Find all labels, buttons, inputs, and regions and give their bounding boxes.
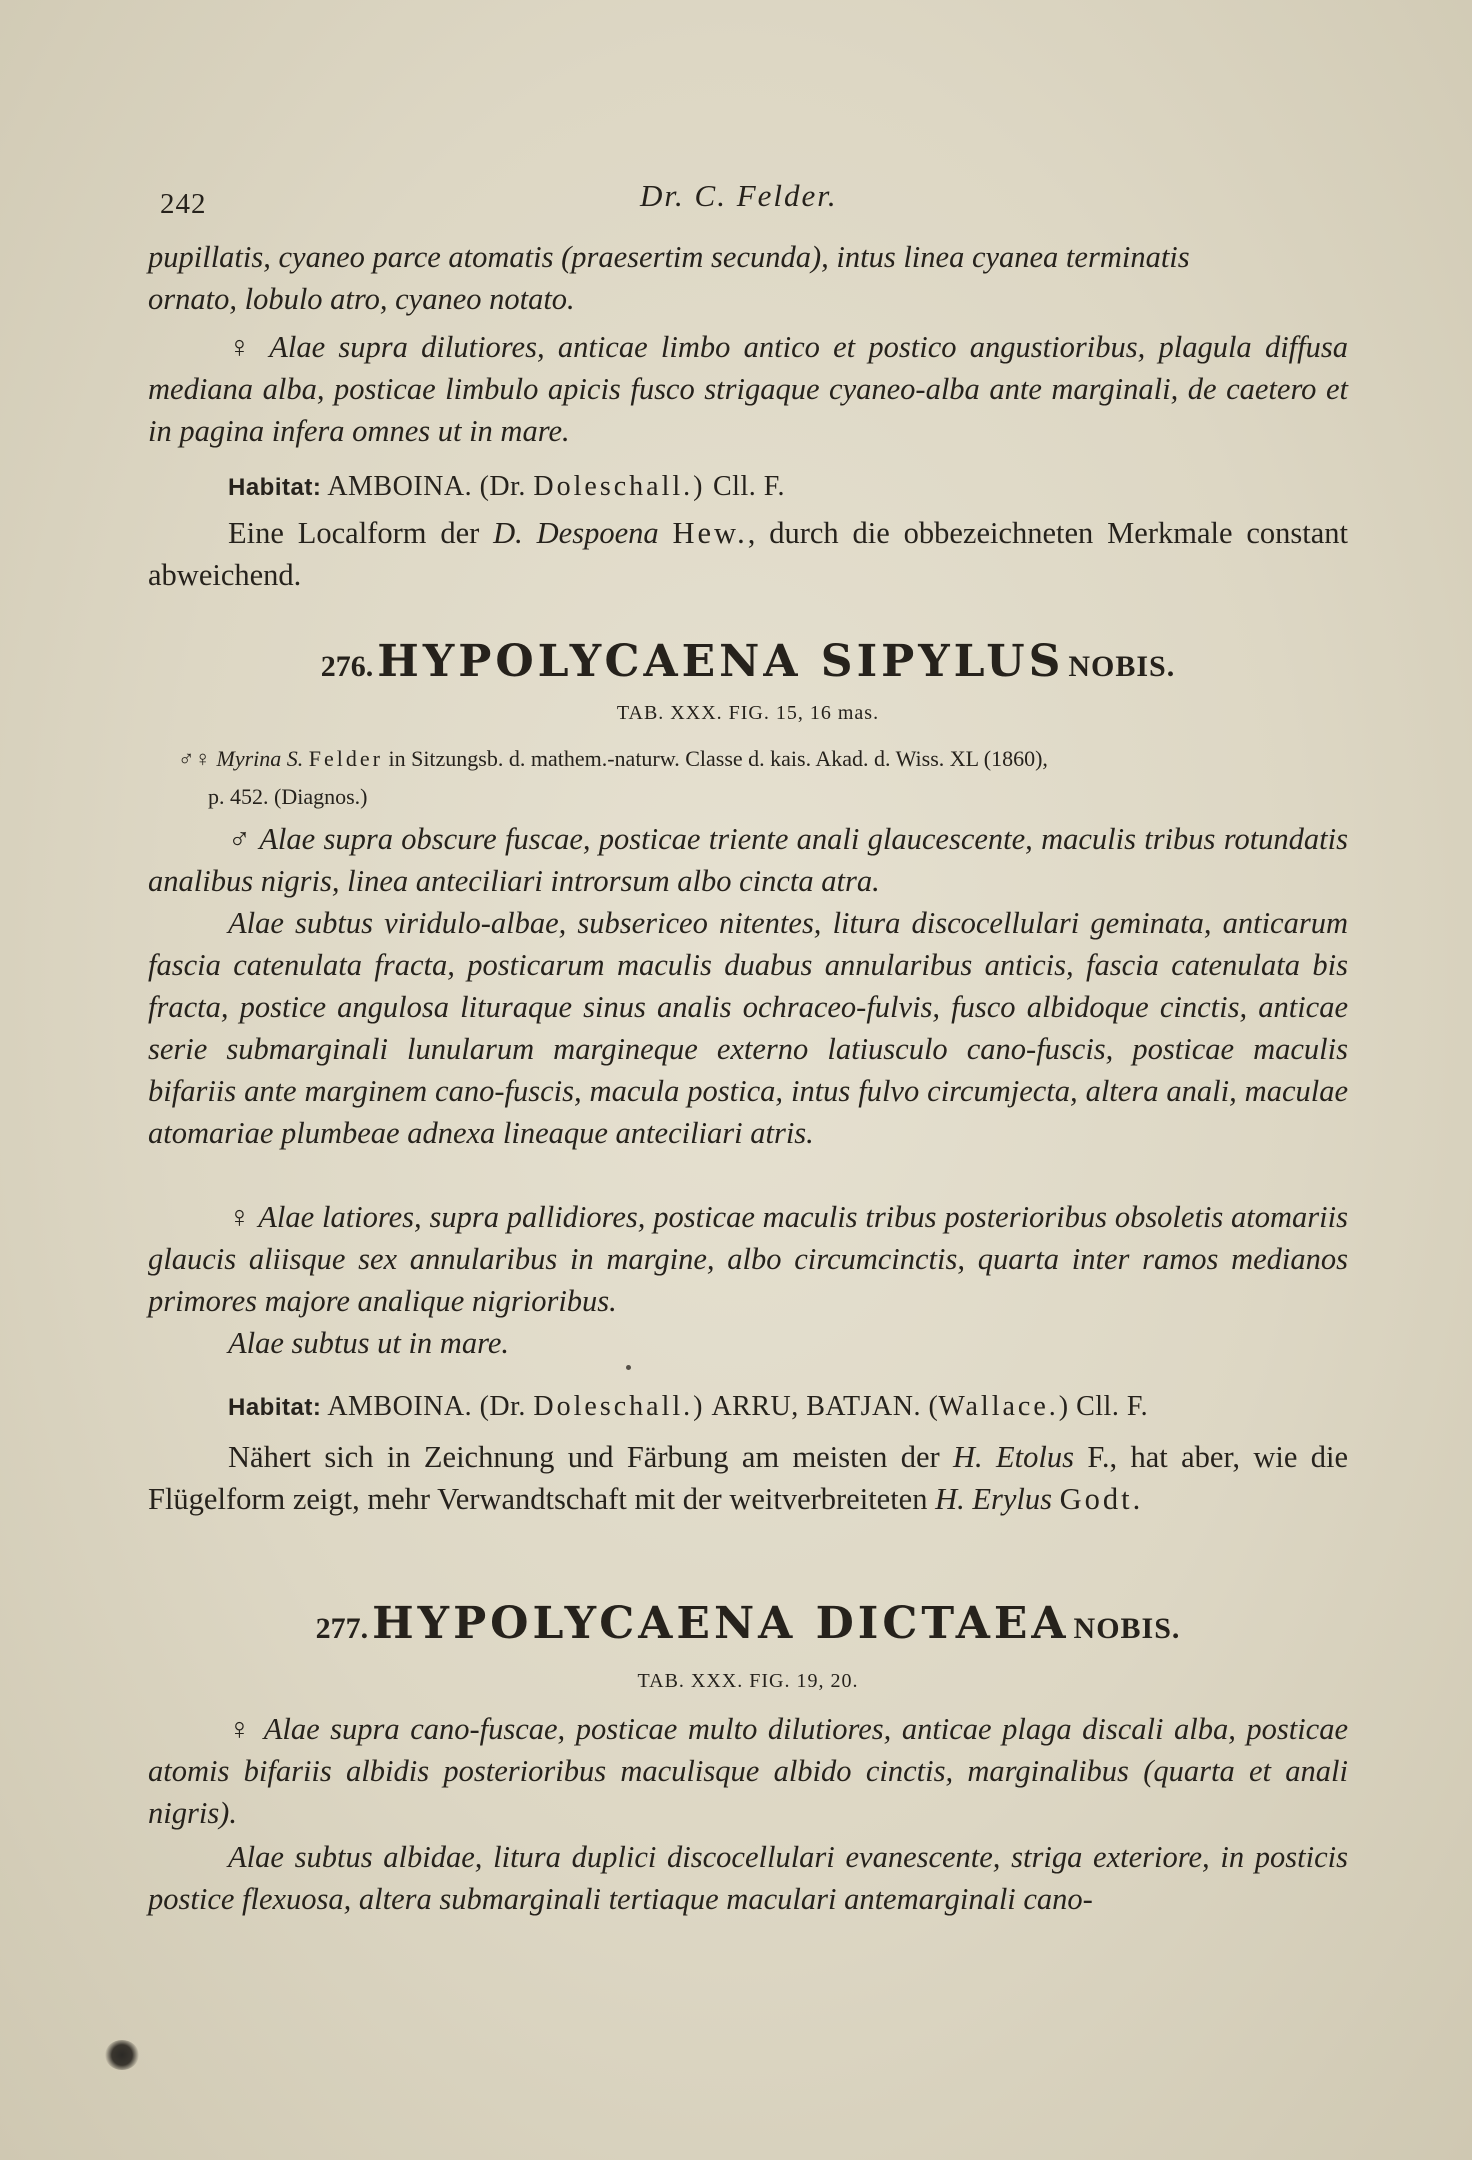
species-277-underside-description: Alae subtus albidae, litura duplici discocellulari evanescente, striga exteriore, in posticis postice flexuosa, altera submarginali tertiaque maculari antemarginali cano- <box>148 1840 1348 1916</box>
note-mid: F., hat aber, wie die Flügelform zeigt, mehr Verwandtschaft mit der weitverbreiteten <box>148 1440 1349 1516</box>
species-276-female-description: ♀ Alae latiores, supra pallidiores, posticae maculis tribus posterioribus obsoletis atomariis glaucis aliisque sex annularibus in margine, albo circumcinctis, quarta inter ramos medianos primores majore analique nigrioribus. <box>148 1200 1348 1318</box>
species-277-author: NOBIS. <box>1073 1612 1181 1645</box>
species-277-name: HYPOLYCAENA DICTAEA <box>372 1598 1070 1649</box>
page-number: 242 <box>160 188 207 220</box>
species-276-habitat <box>148 1386 1348 1429</box>
species-276-male-description: ♂ Alae supra obscure fuscae, posticae triente anali glaucescente, maculis tribus rotundatis analibus nigris, linea anteciliari introrsum albo cincta atra. <box>148 822 1348 898</box>
synonymy-line-1 <box>178 740 1348 778</box>
habitat-label: Habitat: <box>228 1394 322 1421</box>
species-277-female-description: ♀ Alae supra cano-fuscae, posticae multo dilutiores, anticae plaga discali alba, posticae atomis bifariis albidis posterioribus maculisque albido cinctis, marginalibus (quarta et anali nigris). <box>148 1712 1348 1830</box>
note-prev <box>148 512 1348 596</box>
habitat-end: ) Cll. F. <box>1058 1391 1149 1422</box>
species-276-synonymy <box>178 740 1348 816</box>
note-pre: Nähert sich in Zeichnung und Färbung am meisten der <box>228 1440 940 1474</box>
species-276-female-underside: Alae subtus ut in mare. <box>228 1326 509 1360</box>
note-author-2: Godt. <box>1059 1482 1144 1516</box>
species-276-note <box>148 1436 1348 1520</box>
synonymy-symbol: ♂♀ <box>178 746 211 771</box>
female-description-prev: ♀ Alae supra dilutiores, anticae limbo antico et postico angustioribus, plagula diffusa mediana alba, posticae limbulo apicis fusco strigaque cyaneo-alba ante marginali, de caetero et in pagina infera omnes ut in mare. <box>148 330 1348 448</box>
note-species-2: H. Erylus <box>935 1482 1053 1516</box>
page-header <box>150 178 1350 228</box>
continuation-line-1: pupillatis, cyaneo parce atomatis (praesertim secunda), intus linea cyanea terminatis <box>148 240 1190 274</box>
note-species-1: H. Etolus <box>953 1440 1074 1474</box>
ink-stain <box>105 2040 139 2070</box>
running-head: Dr. C. Felder. <box>640 178 838 213</box>
synonymy-line-2: p. 452. (Diagnos.) <box>208 784 368 809</box>
synonymy-reference: in Sitzungsb. d. mathem.-naturw. Classe d. kais. Akad. d. Wiss. XL (1860), <box>388 746 1048 771</box>
species-276-name: HYPOLYCAENA SIPYLUS <box>377 636 1065 687</box>
note-prev-author: Hew. <box>672 516 748 550</box>
continuation-line-2: ornato, lobulo atro, cyaneo notato. <box>148 282 575 316</box>
habitat-label: Habitat: <box>228 474 322 501</box>
species-276-number: 276. <box>320 650 374 683</box>
ink-dot <box>626 1365 631 1370</box>
species-276-plate-reference: TAB. XXX. FIG. 15, 16 mas. <box>616 702 880 724</box>
note-prev-post: , durch die obbezeichneten Merkmale constant abweichend. <box>148 516 1348 592</box>
habitat-line-prev <box>148 466 1348 509</box>
habitat-end: Cll. F. <box>712 471 786 502</box>
habitat-text: AMBOINA. (Dr. <box>327 471 526 502</box>
habitat-mid: ARRU, BATJAN. ( <box>711 1391 939 1422</box>
note-prev-pre: Eine Localform der <box>228 516 480 550</box>
note-prev-species: D. Despoena <box>493 516 659 550</box>
species-276-author: NOBIS. <box>1068 650 1176 683</box>
species-276-heading <box>148 636 1348 687</box>
species-277-number: 277. <box>315 1612 369 1645</box>
habitat-collector: Doleschall.) <box>533 1391 706 1422</box>
synonymy-genus: Myrina S. <box>216 746 304 771</box>
habitat-collector: Doleschall.) <box>533 471 706 502</box>
habitat-text: AMBOINA. (Dr. <box>327 1391 526 1422</box>
species-276-underside-description: Alae subtus viridulo-albae, subsericeo nitentes, litura discocellulari geminata, anticarum fascia catenulata fracta, posticarum maculis duabus annularibus anticis, fascia catenulata bis fracta, postice angulosa lituraque sinus analis ochraceo-fulvis, fusco albidoque cinctis, anticae serie submarginali lunularum margineque externo latiusculo cano-fuscis, posticae maculis bifariis ante marginem cano-fuscis, macula postica, intus fulvo circumjecta, altera anali, maculae atomariae plumbeae adnexa lineaque anteciliari atris. <box>148 906 1348 1150</box>
species-277-plate-reference: TAB. XXX. FIG. 19, 20. <box>637 1670 859 1692</box>
synonymy-author: Felder <box>308 746 383 771</box>
habitat-collector-2: Wallace. <box>938 1391 1059 1422</box>
species-277-heading <box>148 1598 1348 1649</box>
continuation-paragraph <box>148 236 1348 320</box>
